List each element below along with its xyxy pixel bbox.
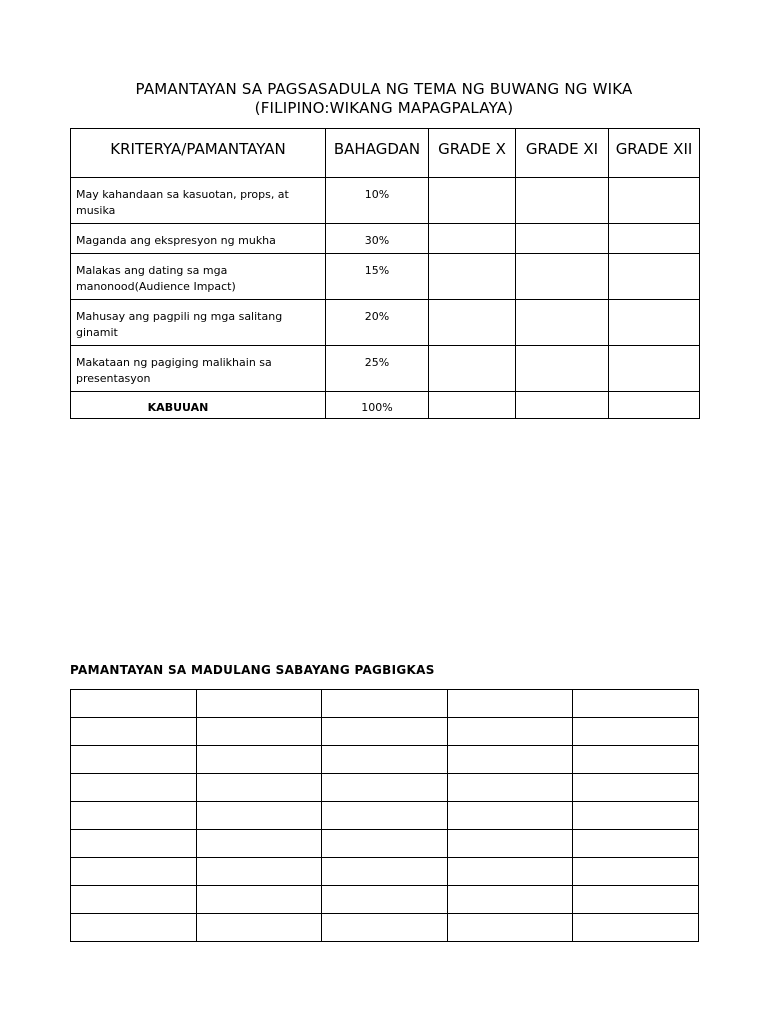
criteria-row: [71, 346, 700, 392]
sabayang-cell[interactable]: [196, 718, 322, 746]
sabayang-cell[interactable]: [196, 690, 322, 718]
sabayang-cell[interactable]: [573, 718, 699, 746]
grade-xii-score-cell[interactable]: [609, 346, 700, 392]
grade-xii-score-cell[interactable]: [609, 178, 700, 224]
sabayang-cell[interactable]: [196, 774, 322, 802]
sabayang-cell[interactable]: [322, 858, 448, 886]
criteria-table: [70, 128, 700, 419]
sabayang-cell[interactable]: [573, 830, 699, 858]
header-kriterya: KRITERYA/PAMANTAYAN: [71, 129, 326, 178]
sabayang-cell[interactable]: [71, 690, 197, 718]
criterion-cell: Mahusay ang pagpili ng mga salitang ginamit: [71, 300, 326, 346]
grade-xi-total-cell[interactable]: [516, 392, 609, 419]
total-percent: 100%: [326, 392, 429, 419]
sabayang-cell[interactable]: [71, 886, 197, 914]
criteria-row: [71, 178, 700, 224]
total-label: KABUUAN: [71, 392, 326, 419]
sabayang-cell[interactable]: [322, 774, 448, 802]
sabayang-cell[interactable]: [573, 746, 699, 774]
sabayang-cell[interactable]: [196, 746, 322, 774]
sabayang-cell[interactable]: [447, 914, 573, 942]
grade-x-score-cell[interactable]: [429, 300, 516, 346]
sabayang-cell[interactable]: [71, 746, 197, 774]
sabayang-cell[interactable]: [447, 718, 573, 746]
criterion-cell: Malakas ang dating sa mga manonood(Audience Impact): [71, 254, 326, 300]
sabayang-cell[interactable]: [447, 830, 573, 858]
grade-x-score-cell[interactable]: [429, 254, 516, 300]
percent-cell: 25%: [326, 346, 429, 392]
sabayang-cell[interactable]: [573, 690, 699, 718]
sabayang-cell[interactable]: [573, 858, 699, 886]
grade-x-total-cell[interactable]: [429, 392, 516, 419]
sabayang-cell[interactable]: [196, 858, 322, 886]
sabayang-row: [71, 830, 699, 858]
sabayang-cell[interactable]: [322, 690, 448, 718]
grade-xi-score-cell[interactable]: [516, 224, 609, 254]
grade-xii-score-cell[interactable]: [609, 224, 700, 254]
sabayang-cell[interactable]: [196, 886, 322, 914]
sabayang-cell[interactable]: [71, 858, 197, 886]
criteria-row: [71, 300, 700, 346]
sabayang-cell[interactable]: [447, 746, 573, 774]
sabayang-cell[interactable]: [447, 690, 573, 718]
grade-x-score-cell[interactable]: [429, 178, 516, 224]
grade-xii-score-cell[interactable]: [609, 254, 700, 300]
sabayang-cell[interactable]: [573, 886, 699, 914]
criteria-row: [71, 254, 700, 300]
header-grade-xi: GRADE XI: [516, 129, 609, 178]
sabayang-cell[interactable]: [322, 718, 448, 746]
sabayang-cell[interactable]: [573, 774, 699, 802]
percent-cell: 10%: [326, 178, 429, 224]
total-row: [71, 392, 700, 419]
criterion-cell: Maganda ang ekspresyon ng mukha: [71, 224, 326, 254]
percent-cell: 20%: [326, 300, 429, 346]
criterion-cell: May kahandaan sa kasuotan, props, at musika: [71, 178, 326, 224]
sabayang-row: [71, 802, 699, 830]
sabayang-cell[interactable]: [71, 914, 197, 942]
criterion-cell: Makataan ng pagiging malikhain sa presentasyon: [71, 346, 326, 392]
header-grade-x: GRADE X: [429, 129, 516, 178]
grade-xi-score-cell[interactable]: [516, 178, 609, 224]
sabayang-cell[interactable]: [322, 914, 448, 942]
header-grade-xii: GRADE XII: [609, 129, 700, 178]
sabayang-cell[interactable]: [447, 858, 573, 886]
sabayang-row: [71, 858, 699, 886]
sabayang-cell[interactable]: [322, 830, 448, 858]
sabayang-cell[interactable]: [447, 774, 573, 802]
sabayang-row: [71, 746, 699, 774]
grade-xi-score-cell[interactable]: [516, 346, 609, 392]
sabayang-cell[interactable]: [322, 802, 448, 830]
sabayang-table: [70, 689, 699, 942]
header-bahagdan: BAHAGDAN: [326, 129, 429, 178]
grade-xii-score-cell[interactable]: [609, 300, 700, 346]
grade-x-score-cell[interactable]: [429, 224, 516, 254]
sabayang-row: [71, 914, 699, 942]
sabayang-cell[interactable]: [71, 718, 197, 746]
sabayang-cell[interactable]: [447, 802, 573, 830]
criteria-row: [71, 224, 700, 254]
grade-x-score-cell[interactable]: [429, 346, 516, 392]
sabayang-cell[interactable]: [71, 830, 197, 858]
grade-xi-score-cell[interactable]: [516, 300, 609, 346]
sabayang-cell[interactable]: [71, 774, 197, 802]
sabayang-row: [71, 886, 699, 914]
grade-xii-total-cell[interactable]: [609, 392, 700, 419]
sabayang-cell[interactable]: [71, 802, 197, 830]
sabayang-cell[interactable]: [573, 802, 699, 830]
sabayang-cell[interactable]: [573, 914, 699, 942]
sabayang-row: [71, 718, 699, 746]
percent-cell: 15%: [326, 254, 429, 300]
criteria-header-row: [71, 129, 700, 178]
sabayang-cell[interactable]: [196, 830, 322, 858]
sabayang-cell[interactable]: [322, 746, 448, 774]
sabayang-row: [71, 690, 699, 718]
title-line-2: (FILIPINO:WIKANG MAPAGPALAYA): [254, 99, 514, 117]
percent-cell: 30%: [326, 224, 429, 254]
sabayang-cell[interactable]: [447, 886, 573, 914]
sabayang-cell[interactable]: [196, 802, 322, 830]
sabayang-section-title: PAMANTAYAN SA MADULANG SABAYANG PAGBIGKAS: [70, 663, 435, 677]
document-title: [0, 80, 768, 118]
sabayang-cell[interactable]: [322, 886, 448, 914]
sabayang-row: [71, 774, 699, 802]
sabayang-cell[interactable]: [196, 914, 322, 942]
grade-xi-score-cell[interactable]: [516, 254, 609, 300]
title-line-1: PAMANTAYAN SA PAGSASADULA NG TEMA NG BUWANG NG WIKA: [135, 80, 633, 98]
